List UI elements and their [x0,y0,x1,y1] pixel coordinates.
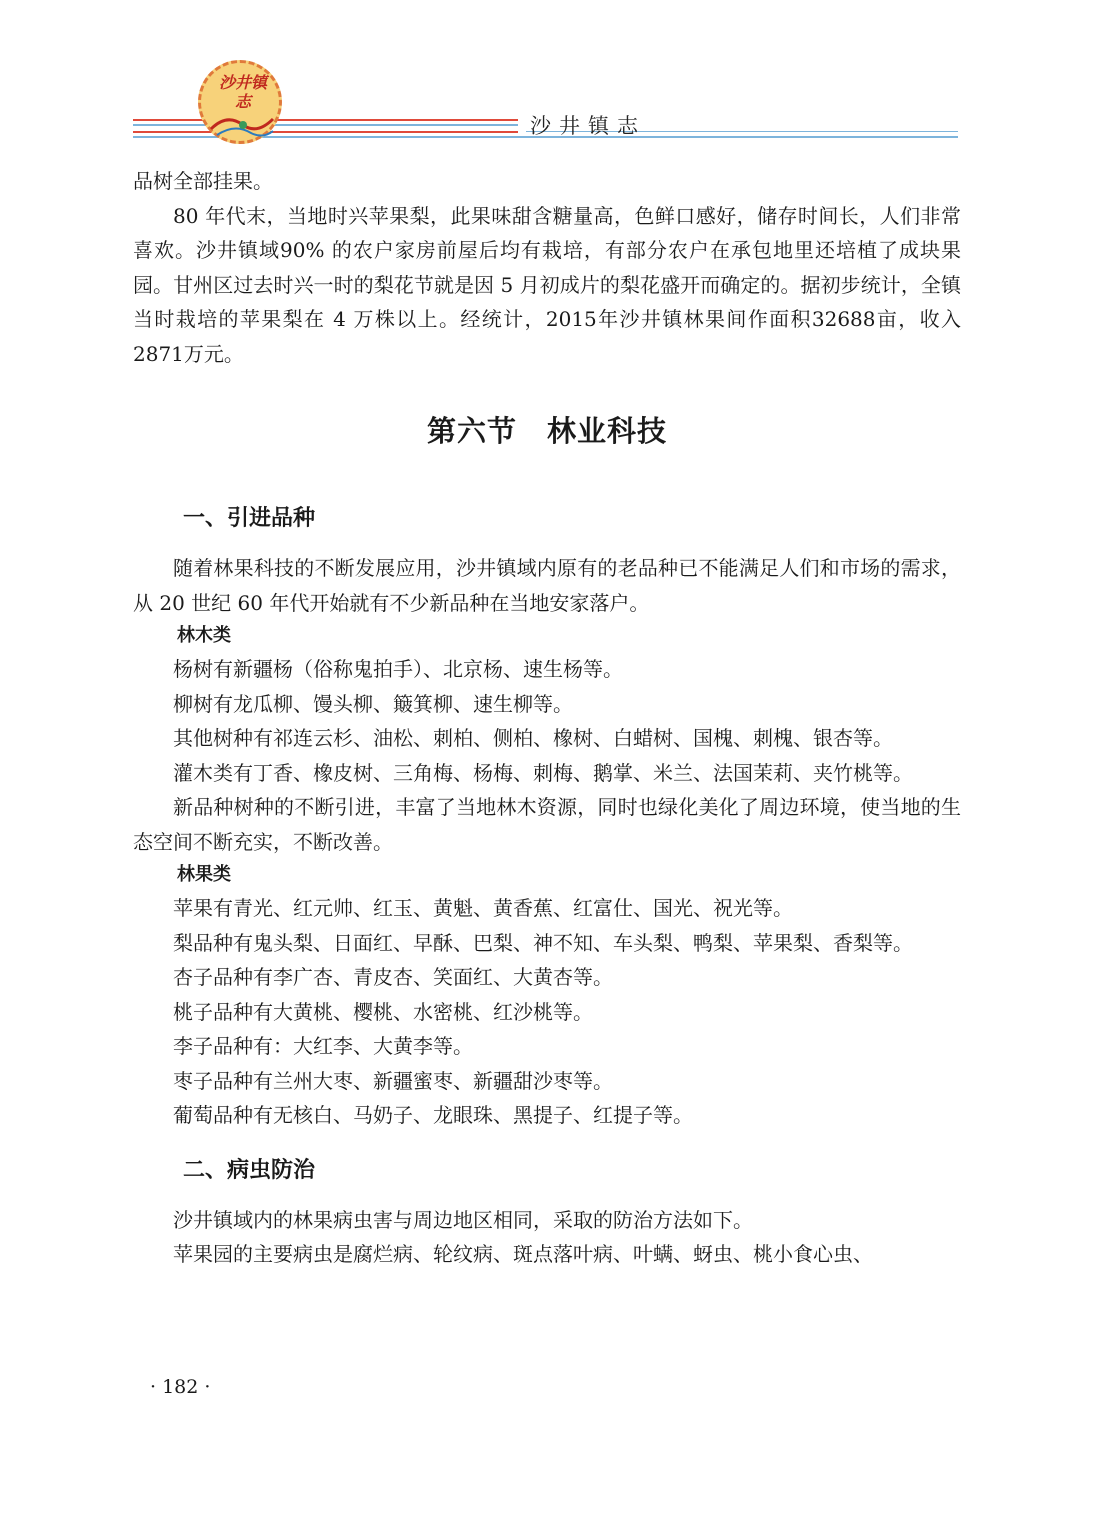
paragraph: 新品种树种的不断引进，丰富了当地林木资源，同时也绿化美化了周边环境，使当地的生态空间不断充实，不断改善。 [133,795,961,854]
paragraph: 苹果园的主要病虫是腐烂病、轮纹病、斑点落叶病、叶螨、蚜虫、桃小食心虫、 [173,1242,873,1266]
list-item: 柳树有龙瓜柳、馒头柳、簸箕柳、速生柳等。 [173,691,573,716]
category-heading: 林木类 [177,625,231,646]
paragraph: 随着林果科技的不断发展应用，沙井镇域内原有的老品种已不能满足人们和市场的需求，从 20 世纪 60 年代开始就有不少新品种在当地安家落户。 [133,556,961,615]
list-item: 枣子品种有兰州大枣、新疆蜜枣、新疆甜沙枣等。 [173,1068,613,1093]
paragraph: 沙井镇域内的林果病虫害与周边地区相同，采取的防治方法如下。 [173,1207,753,1232]
header-rule [133,131,518,133]
book-seal-logo [198,60,282,144]
list-item: 其他树种有祁连云杉、油松、刺柏、侧柏、橡树、白蜡树、国槐、刺槐、银杏等。 [173,726,893,750]
list-item: 灌木类有丁香、橡皮树、三角梅、杨梅、刺梅、鹅掌、米兰、法国茉莉、夹竹桃等。 [173,760,913,785]
list-item: 苹果有青光、红元帅、红玉、黄魁、黄香蕉、红富仕、国光、祝光等。 [173,896,793,920]
paragraph: 80 年代末，当地时兴苹果梨，此果味甜含糖量高，色鲜口感好，储存时间长，人们非常喜欢。沙井镇域90% 的农户家房前屋后均有栽培，有部分农户在承包地里还培植了成块果园。甘州区过去时兴一时的梨花节就是因 5 月初成片的梨花盛开而确定的。据初步统计，全镇当时栽培的苹果梨在 4 万株以上。经统计，2015年沙井镇林果间作面积32688亩，收入2871万元。 [133,203,961,366]
list-item: 李子品种有：大红李、大黄李等。 [173,1034,473,1058]
header-rule [133,119,518,121]
phoenix-icon [207,109,277,141]
running-title: 沙井镇志 [530,114,646,138]
category-heading: 林果类 [177,864,231,885]
seal-text: 沙井镇志 [218,73,267,111]
section-title: 第六节 林业科技 [426,414,667,448]
list-item: 桃子品种有大黄桃、樱桃、水密桃、红沙桃等。 [173,999,593,1024]
subsection-heading: 一、引进品种 [183,506,316,531]
list-item: 葡萄品种有无核白、马奶子、龙眼珠、黑提子、红提子等。 [173,1103,693,1127]
page-header [0,0,1093,150]
page-number: · 182 · [150,1376,211,1398]
list-item: 杏子品种有李广杏、青皮杏、笑面红、大黄杏等。 [173,965,613,989]
paragraph: 品树全部挂果。 [133,169,273,193]
header-rule [133,124,518,126]
subsection-heading: 二、病虫防治 [183,1157,316,1183]
list-item: 梨品种有鬼头梨、日面红、早酥、巴梨、神不知、车头梨、鸭梨、苹果梨、香梨等。 [173,930,913,955]
page-body [133,164,961,1272]
list-item: 杨树有新疆杨（俗称鬼拍手）、北京杨、速生杨等。 [173,657,623,681]
